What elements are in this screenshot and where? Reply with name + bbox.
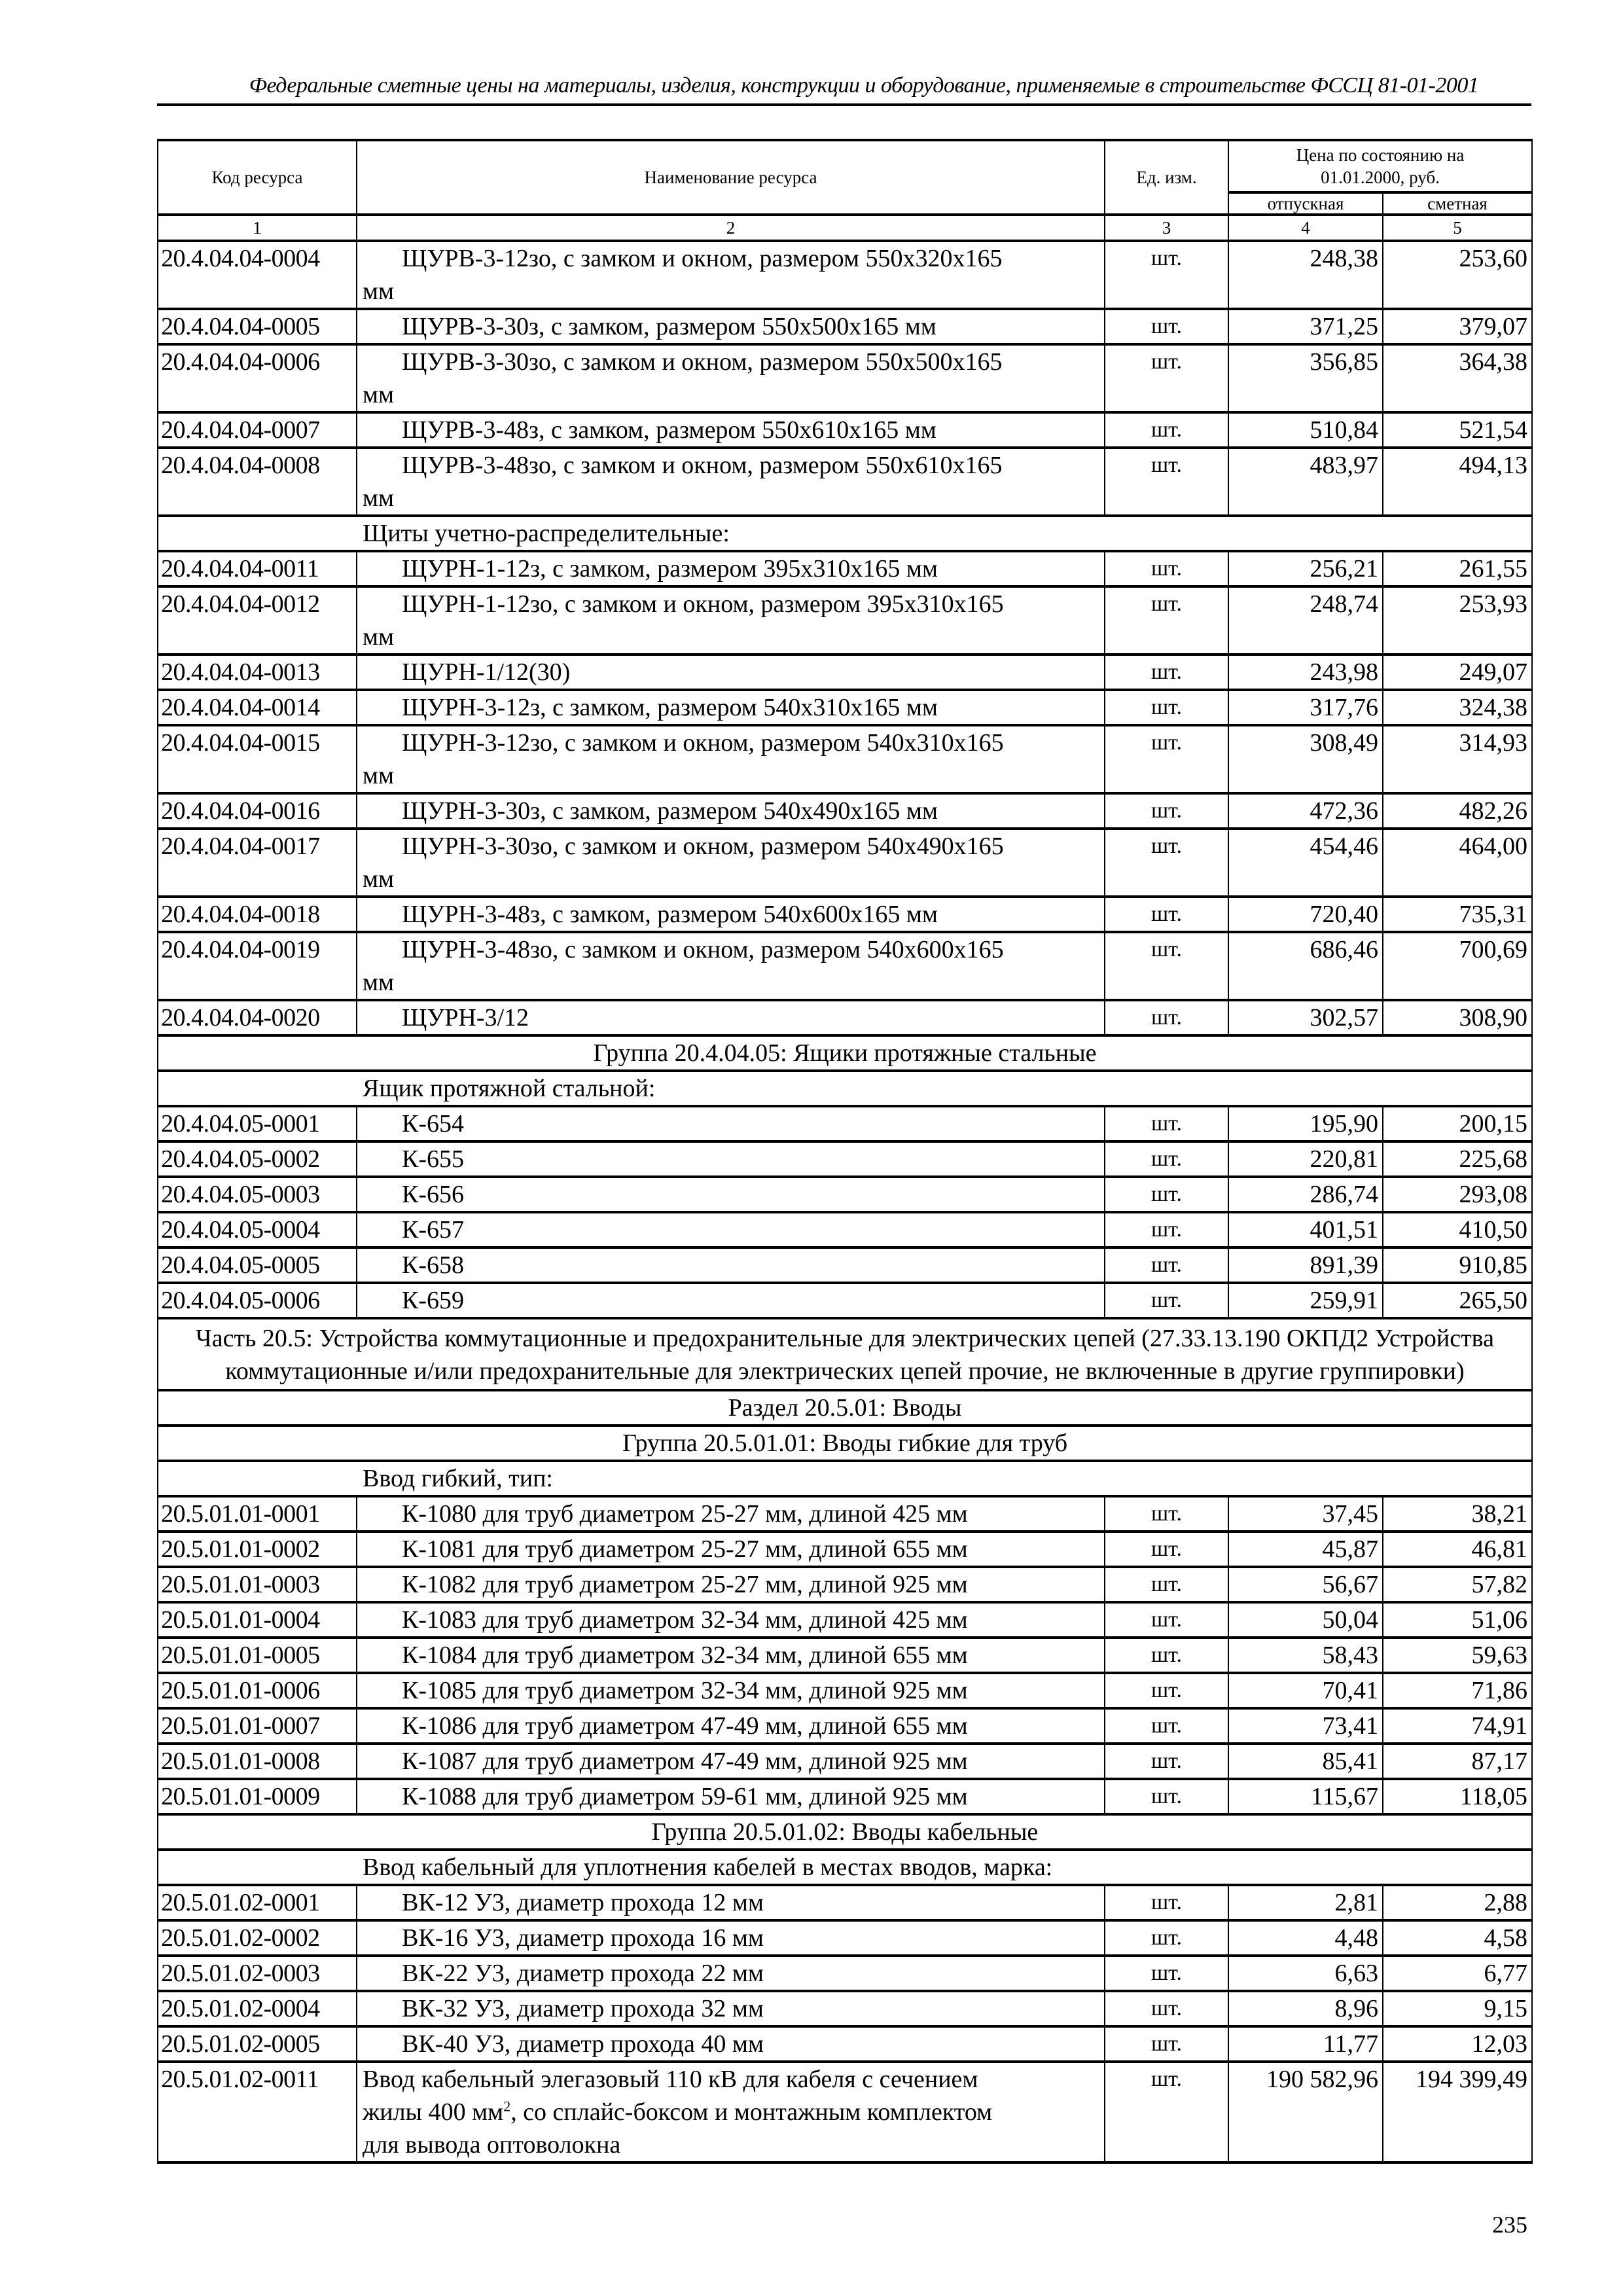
price-release: 8,96: [1228, 1991, 1383, 2026]
unit: шт.: [1105, 1532, 1228, 1567]
price-release: 58,43: [1228, 1638, 1383, 1673]
resource-name: [357, 690, 1105, 725]
unit: шт.: [1105, 1885, 1228, 1920]
price-release: 56,67: [1228, 1567, 1383, 1602]
resource-name: [357, 1000, 1105, 1035]
unit: шт.: [1105, 1106, 1228, 1141]
group-heading-row: [158, 1426, 1532, 1461]
table-row: [158, 2026, 1532, 2062]
price-estimate: 324,38: [1383, 690, 1532, 725]
table-row: [158, 932, 1532, 1000]
resource-code: 20.5.01.02-0011: [158, 2062, 357, 2162]
resource-code: 20.5.01.01-0004: [158, 1602, 357, 1638]
table-row: [158, 1991, 1532, 2026]
header-unit: Ед. изм.: [1105, 140, 1228, 215]
table-row: [158, 793, 1532, 829]
part-heading: Часть 20.5: Устройства коммутационные и предохранительные для электрических цепей (27.33.13.190 ОКПД2 Устройства коммутационные и/или предохранительные для электрических цепей прочие, не включенные в другие группировки): [158, 1318, 1532, 1390]
resource-name-text: ВК-16 У3, диаметр прохода 16 мм: [402, 1924, 764, 1952]
resource-name-text: ЩУРВ-3-48зо, с замком и окном, размером 550х610х165: [402, 452, 1003, 479]
resource-name: [357, 1496, 1105, 1532]
price-estimate: 194 399,49: [1383, 2062, 1532, 2162]
price-estimate: 74,91: [1383, 1708, 1532, 1744]
resource-name: [357, 1956, 1105, 1991]
table-row: [158, 1885, 1532, 1920]
price-release: 891,39: [1228, 1247, 1383, 1283]
header-code: Код ресурса: [158, 140, 357, 215]
price-release: 115,67: [1228, 1779, 1383, 1814]
price-estimate: 71,86: [1383, 1673, 1532, 1708]
price-estimate: 410,50: [1383, 1212, 1532, 1247]
resource-name: [357, 241, 1105, 309]
resource-name-text: К-655: [402, 1145, 464, 1173]
header-price-estimate: сметная: [1383, 192, 1532, 215]
resource-code: 20.5.01.01-0007: [158, 1708, 357, 1744]
column-number: 1: [158, 215, 357, 241]
resource-code: 20.4.04.04-0016: [158, 793, 357, 829]
resource-name: [357, 1991, 1105, 2026]
group-heading-row: [158, 1035, 1532, 1071]
unit: шт.: [1105, 793, 1228, 829]
resource-name-text: ЩУРН-3-48з, с замком, размером 540х600х165 мм: [402, 901, 938, 928]
subheading: Щиты учетно-распределительные:: [158, 516, 1532, 551]
table-row: [158, 1638, 1532, 1673]
table-row: [158, 1744, 1532, 1779]
price-release: 472,36: [1228, 793, 1383, 829]
resource-name-text: ЩУРВ-3-30з, с замком, размером 550х500х165 мм: [402, 313, 936, 340]
resource-name-text: ЩУРН-3-12з, с замком, размером 540х310х165 мм: [402, 694, 938, 721]
price-release: 37,45: [1228, 1496, 1383, 1532]
resource-name-text: ВК-40 У3, диаметр прохода 40 мм: [402, 2030, 764, 2058]
resource-code: 20.4.04.05-0004: [158, 1212, 357, 1247]
resource-name-text: К-657: [402, 1216, 464, 1244]
resource-name-text: К-654: [402, 1110, 464, 1138]
resource-code: 20.5.01.02-0002: [158, 1920, 357, 1956]
price-estimate: 700,69: [1383, 932, 1532, 1000]
table-row: [158, 1567, 1532, 1602]
part-heading-row: [158, 1318, 1532, 1390]
unit: шт.: [1105, 448, 1228, 516]
resource-name: [357, 1885, 1105, 1920]
resource-name-text: ЩУРН-3-30зо, с замком и окном, размером 540х490х165: [402, 833, 1004, 860]
resource-code: 20.5.01.02-0004: [158, 1991, 357, 2026]
price-release: 6,63: [1228, 1956, 1383, 1991]
resource-name-text: К-1085 для труб диаметром 32-34 мм, длиной 925 мм: [402, 1677, 968, 1704]
unit: шт.: [1105, 309, 1228, 344]
table-row: [158, 1708, 1532, 1744]
price-release: 510,84: [1228, 412, 1383, 448]
price-estimate: 379,07: [1383, 309, 1532, 344]
resource-name-text: К-1086 для труб диаметром 47-49 мм, длиной 655 мм: [402, 1712, 968, 1740]
table-row: [158, 1106, 1532, 1141]
table-row: [158, 1496, 1532, 1532]
resource-name: [357, 586, 1105, 655]
price-estimate: 46,81: [1383, 1532, 1532, 1567]
unit: шт.: [1105, 412, 1228, 448]
resource-code: 20.4.04.04-0004: [158, 241, 357, 309]
resource-name-continuation: мм: [363, 969, 395, 996]
price-estimate: 261,55: [1383, 551, 1532, 586]
price-release: 256,21: [1228, 551, 1383, 586]
unit: шт.: [1105, 690, 1228, 725]
resource-name-text: ВК-32 У3, диаметр прохода 32 мм: [402, 1995, 764, 2022]
unit: шт.: [1105, 586, 1228, 655]
price-estimate: 9,15: [1383, 1991, 1532, 2026]
price-release: 85,41: [1228, 1744, 1383, 1779]
resource-name: [357, 1567, 1105, 1602]
price-estimate: 87,17: [1383, 1744, 1532, 1779]
resource-code: 20.5.01.02-0003: [158, 1956, 357, 1991]
price-estimate: 253,93: [1383, 586, 1532, 655]
price-estimate: 2,88: [1383, 1885, 1532, 1920]
resource-name-text: К-1084 для труб диаметром 32-34 мм, длиной 655 мм: [402, 1641, 968, 1669]
table-row: [158, 586, 1532, 655]
price-estimate: 293,08: [1383, 1177, 1532, 1212]
price-estimate: 464,00: [1383, 829, 1532, 897]
subheading-row: [158, 516, 1532, 551]
subheading: Ввод кабельный для уплотнения кабелей в местах вводов, марка:: [158, 1850, 1532, 1885]
resource-name: [357, 448, 1105, 516]
subheading: Ввод гибкий, тип:: [158, 1461, 1532, 1496]
price-release: 686,46: [1228, 932, 1383, 1000]
resource-name-continuation: мм: [363, 381, 395, 408]
resource-name-continuation: мм: [363, 865, 395, 893]
resource-code: 20.4.04.05-0005: [158, 1247, 357, 1283]
resource-name: [357, 829, 1105, 897]
resource-name-text: ЩУРН-3-12зо, с замком и окном, размером 540х310х165: [402, 729, 1004, 757]
resource-code: 20.5.01.01-0008: [158, 1744, 357, 1779]
table-row: [158, 655, 1532, 690]
unit: шт.: [1105, 1247, 1228, 1283]
header-price-release: отпускная: [1228, 192, 1383, 215]
price-release: 243,98: [1228, 655, 1383, 690]
unit: шт.: [1105, 1000, 1228, 1035]
resource-name: [357, 2062, 1105, 2162]
table-row: [158, 1602, 1532, 1638]
resource-code: 20.5.01.02-0001: [158, 1885, 357, 1920]
resource-code: 20.5.01.01-0002: [158, 1532, 357, 1567]
price-estimate: 735,31: [1383, 897, 1532, 932]
unit: шт.: [1105, 1991, 1228, 2026]
table-row: [158, 1141, 1532, 1177]
section-heading-row: [158, 1390, 1532, 1426]
unit: шт.: [1105, 932, 1228, 1000]
price-release: 308,49: [1228, 725, 1383, 793]
table-row: [158, 897, 1532, 932]
unit: шт.: [1105, 1779, 1228, 1814]
price-release: 259,91: [1228, 1283, 1383, 1318]
resource-name-text: ЩУРН-1-12з, с замком, размером 395х310х165 мм: [402, 555, 938, 583]
table-row: [158, 1000, 1532, 1035]
resource-code: 20.5.01.01-0006: [158, 1673, 357, 1708]
price-release: 454,46: [1228, 829, 1383, 897]
resource-name-text: ВК-22 У3, диаметр прохода 22 мм: [402, 1960, 764, 1987]
resource-name: [357, 1106, 1105, 1141]
table-row: [158, 551, 1532, 586]
resource-name-line1: Ввод кабельный элегазовый 110 кВ для кабеля с сечением: [363, 2066, 978, 2093]
resource-name-text: К-1082 для труб диаметром 25-27 мм, длиной 925 мм: [402, 1571, 968, 1598]
price-release: 371,25: [1228, 309, 1383, 344]
price-estimate: 225,68: [1383, 1141, 1532, 1177]
price-release: 11,77: [1228, 2026, 1383, 2062]
table-row: [158, 1779, 1532, 1814]
unit: шт.: [1105, 1602, 1228, 1638]
table-row: [158, 725, 1532, 793]
price-release: 401,51: [1228, 1212, 1383, 1247]
price-estimate: 57,82: [1383, 1567, 1532, 1602]
resource-name-line3: для вывода оптоволокна: [363, 2131, 621, 2159]
resource-name-text: К-659: [402, 1287, 464, 1314]
table-row: [158, 1283, 1532, 1318]
resource-name: [357, 932, 1105, 1000]
column-number: 3: [1105, 215, 1228, 241]
resource-name: [357, 344, 1105, 412]
price-table: [157, 139, 1533, 2164]
price-estimate: 364,38: [1383, 344, 1532, 412]
price-release: 483,97: [1228, 448, 1383, 516]
resource-name-text: К-1081 для труб диаметром 25-27 мм, длиной 655 мм: [402, 1535, 968, 1563]
price-estimate: 265,50: [1383, 1283, 1532, 1318]
table-row: [158, 1177, 1532, 1212]
resource-name-text: ВК-12 У3, диаметр прохода 12 мм: [402, 1889, 764, 1916]
resource-name-text: ЩУРН-1-12зо, с замком и окном, размером 395х310х165: [402, 590, 1004, 618]
price-release: 45,87: [1228, 1532, 1383, 1567]
resource-code: 20.4.04.04-0014: [158, 690, 357, 725]
price-estimate: 51,06: [1383, 1602, 1532, 1638]
table-row: [158, 2062, 1532, 2162]
group-heading: Группа 20.5.01.02: Вводы кабельные: [158, 1814, 1532, 1850]
resource-code: 20.4.04.04-0013: [158, 655, 357, 690]
price-estimate: 521,54: [1383, 412, 1532, 448]
resource-code: 20.4.04.04-0015: [158, 725, 357, 793]
group-heading: Группа 20.4.04.05: Ящики протяжные стальные: [158, 1035, 1532, 1071]
unit: шт.: [1105, 1177, 1228, 1212]
price-estimate: 59,63: [1383, 1638, 1532, 1673]
superscript: 2: [503, 2098, 511, 2115]
resource-code: 20.4.04.05-0003: [158, 1177, 357, 1212]
header-name: Наименование ресурса: [357, 140, 1105, 215]
header-rule: [157, 103, 1531, 106]
unit: шт.: [1105, 1744, 1228, 1779]
price-estimate: 910,85: [1383, 1247, 1532, 1283]
resource-name: [357, 412, 1105, 448]
unit: шт.: [1105, 1283, 1228, 1318]
unit: шт.: [1105, 1638, 1228, 1673]
resource-name-continuation: мм: [363, 278, 395, 305]
section-heading: Раздел 20.5.01: Вводы: [158, 1390, 1532, 1426]
price-estimate: 253,60: [1383, 241, 1532, 309]
resource-code: 20.4.04.04-0012: [158, 586, 357, 655]
resource-name: [357, 1283, 1105, 1318]
resource-name-line2-post: , со сплайс-боксом и монтажным комплектом: [510, 2098, 993, 2126]
unit: шт.: [1105, 1141, 1228, 1177]
price-release: 720,40: [1228, 897, 1383, 932]
price-release: 2,81: [1228, 1885, 1383, 1920]
resource-name-text: ЩУРВ-3-30зо, с замком и окном, размером 550х500х165: [402, 348, 1003, 376]
table-row: [158, 448, 1532, 516]
subheading: Ящик протяжной стальной:: [158, 1071, 1532, 1106]
resource-code: 20.5.01.01-0001: [158, 1496, 357, 1532]
table-row: [158, 412, 1532, 448]
price-release: 50,04: [1228, 1602, 1383, 1638]
resource-name: [357, 1673, 1105, 1708]
resource-name: [357, 1708, 1105, 1744]
resource-name: [357, 897, 1105, 932]
resource-name: [357, 1247, 1105, 1283]
resource-code: 20.4.04.05-0002: [158, 1141, 357, 1177]
resource-name: [357, 793, 1105, 829]
price-estimate: 4,58: [1383, 1920, 1532, 1956]
price-release: 317,76: [1228, 690, 1383, 725]
resource-code: 20.4.04.05-0006: [158, 1283, 357, 1318]
price-release: 73,41: [1228, 1708, 1383, 1744]
table-row: [158, 1532, 1532, 1567]
price-release: 248,38: [1228, 241, 1383, 309]
unit: шт.: [1105, 2062, 1228, 2162]
unit: шт.: [1105, 2026, 1228, 2062]
price-release: 220,81: [1228, 1141, 1383, 1177]
resource-name: [357, 2026, 1105, 2062]
price-estimate: 200,15: [1383, 1106, 1532, 1141]
resource-code: 20.4.04.04-0011: [158, 551, 357, 586]
column-number: 4: [1228, 215, 1383, 241]
resource-name-continuation: мм: [363, 623, 395, 651]
resource-code: 20.4.04.04-0005: [158, 309, 357, 344]
resource-name-line2-pre: жилы 400 мм: [363, 2098, 504, 2126]
unit: шт.: [1105, 344, 1228, 412]
table-row: [158, 241, 1532, 309]
resource-name-text: К-1088 для труб диаметром 59-61 мм, длиной 925 мм: [402, 1783, 968, 1810]
price-estimate: 249,07: [1383, 655, 1532, 690]
resource-name-continuation: мм: [363, 484, 395, 512]
resource-name: [357, 1779, 1105, 1814]
resource-code: 20.5.01.01-0003: [158, 1567, 357, 1602]
unit: шт.: [1105, 1708, 1228, 1744]
table-row: [158, 1956, 1532, 1991]
resource-name-text: ЩУРВ-3-48з, с замком, размером 550х610х165 мм: [402, 416, 936, 444]
running-header: Федеральные сметные цены на материалы, изделия, конструкции и оборудование, применяемые в строительстве ФССЦ 81-01-2001: [249, 73, 1479, 98]
price-release: 4,48: [1228, 1920, 1383, 1956]
resource-name-text: К-1080 для труб диаметром 25-27 мм, длиной 425 мм: [402, 1500, 968, 1528]
subheading-row: [158, 1461, 1532, 1496]
price-release: 356,85: [1228, 344, 1383, 412]
resource-code: 20.5.01.01-0009: [158, 1779, 357, 1814]
resource-name-text: К-656: [402, 1181, 464, 1208]
resource-name: [357, 1638, 1105, 1673]
resource-code: 20.4.04.04-0020: [158, 1000, 357, 1035]
group-heading-row: [158, 1814, 1532, 1850]
price-release: 286,74: [1228, 1177, 1383, 1212]
price-estimate: 12,03: [1383, 2026, 1532, 2062]
page-number: 235: [1492, 2212, 1527, 2238]
table-row: [158, 309, 1532, 344]
table-row: [158, 344, 1532, 412]
resource-code: 20.4.04.05-0001: [158, 1106, 357, 1141]
unit: шт.: [1105, 551, 1228, 586]
resource-name-text: К-1083 для труб диаметром 32-34 мм, длиной 425 мм: [402, 1606, 968, 1634]
resource-code: 20.4.04.04-0007: [158, 412, 357, 448]
subheading-row: [158, 1071, 1532, 1106]
table-row: [158, 1212, 1532, 1247]
unit: шт.: [1105, 1956, 1228, 1991]
resource-name: [357, 1177, 1105, 1212]
price-estimate: 494,13: [1383, 448, 1532, 516]
price-estimate: 482,26: [1383, 793, 1532, 829]
table-row: [158, 1247, 1532, 1283]
price-estimate: 6,77: [1383, 1956, 1532, 1991]
resource-name: [357, 551, 1105, 586]
resource-code: 20.5.01.01-0005: [158, 1638, 357, 1673]
unit: шт.: [1105, 1496, 1228, 1532]
resource-code: 20.4.04.04-0017: [158, 829, 357, 897]
subheading-row: [158, 1850, 1532, 1885]
unit: шт.: [1105, 829, 1228, 897]
unit: шт.: [1105, 725, 1228, 793]
column-number: 5: [1383, 215, 1532, 241]
price-table-body: [158, 215, 1532, 2162]
unit: шт.: [1105, 655, 1228, 690]
resource-code: 20.4.04.04-0019: [158, 932, 357, 1000]
price-release: 195,90: [1228, 1106, 1383, 1141]
price-release: 70,41: [1228, 1673, 1383, 1708]
resource-name: [357, 1744, 1105, 1779]
resource-name-text: К-658: [402, 1251, 464, 1279]
table-row: [158, 690, 1532, 725]
table-row: [158, 829, 1532, 897]
resource-name: [357, 725, 1105, 793]
unit: шт.: [1105, 897, 1228, 932]
resource-name-text: ЩУРН-3-48зо, с замком и окном, размером 540х600х165: [402, 936, 1004, 963]
price-estimate: 38,21: [1383, 1496, 1532, 1532]
resource-name: [357, 1920, 1105, 1956]
price-release: 248,74: [1228, 586, 1383, 655]
resource-name: [357, 1141, 1105, 1177]
group-heading: Группа 20.5.01.01: Вводы гибкие для труб: [158, 1426, 1532, 1461]
table-row: [158, 1920, 1532, 1956]
price-release: 190 582,96: [1228, 2062, 1383, 2162]
resource-name: [357, 309, 1105, 344]
resource-code: 20.4.04.04-0006: [158, 344, 357, 412]
price-estimate: 314,93: [1383, 725, 1532, 793]
resource-name-text: К-1087 для труб диаметром 47-49 мм, длиной 925 мм: [402, 1748, 968, 1775]
resource-name: [357, 1532, 1105, 1567]
price-estimate: 118,05: [1383, 1779, 1532, 1814]
column-numbers-row: [158, 215, 1532, 241]
resource-name-line2: [363, 2096, 1099, 2128]
resource-name-continuation: мм: [363, 762, 395, 789]
unit: шт.: [1105, 241, 1228, 309]
resource-code: 20.5.01.02-0005: [158, 2026, 357, 2062]
resource-name-text: ЩУРН-3-30з, с замком, размером 540х490х165 мм: [402, 797, 938, 825]
unit: шт.: [1105, 1920, 1228, 1956]
unit: шт.: [1105, 1567, 1228, 1602]
resource-code: 20.4.04.04-0008: [158, 448, 357, 516]
resource-name-text: ЩУРН-3/12: [402, 1004, 529, 1031]
resource-name: [357, 1602, 1105, 1638]
price-release: 302,57: [1228, 1000, 1383, 1035]
price-estimate: 308,90: [1383, 1000, 1532, 1035]
column-number: 2: [357, 215, 1105, 241]
unit: шт.: [1105, 1673, 1228, 1708]
unit: шт.: [1105, 1212, 1228, 1247]
resource-name-text: ЩУРН-1/12(30): [402, 658, 571, 686]
resource-name: [357, 655, 1105, 690]
header-price-group: Цена по состоянию на 01.01.2000, руб.: [1228, 140, 1532, 192]
resource-code: 20.4.04.04-0018: [158, 897, 357, 932]
table-row: [158, 1673, 1532, 1708]
resource-name-text: ЩУРВ-3-12зо, с замком и окном, размером 550х320х165: [402, 245, 1003, 272]
resource-name: [357, 1212, 1105, 1247]
